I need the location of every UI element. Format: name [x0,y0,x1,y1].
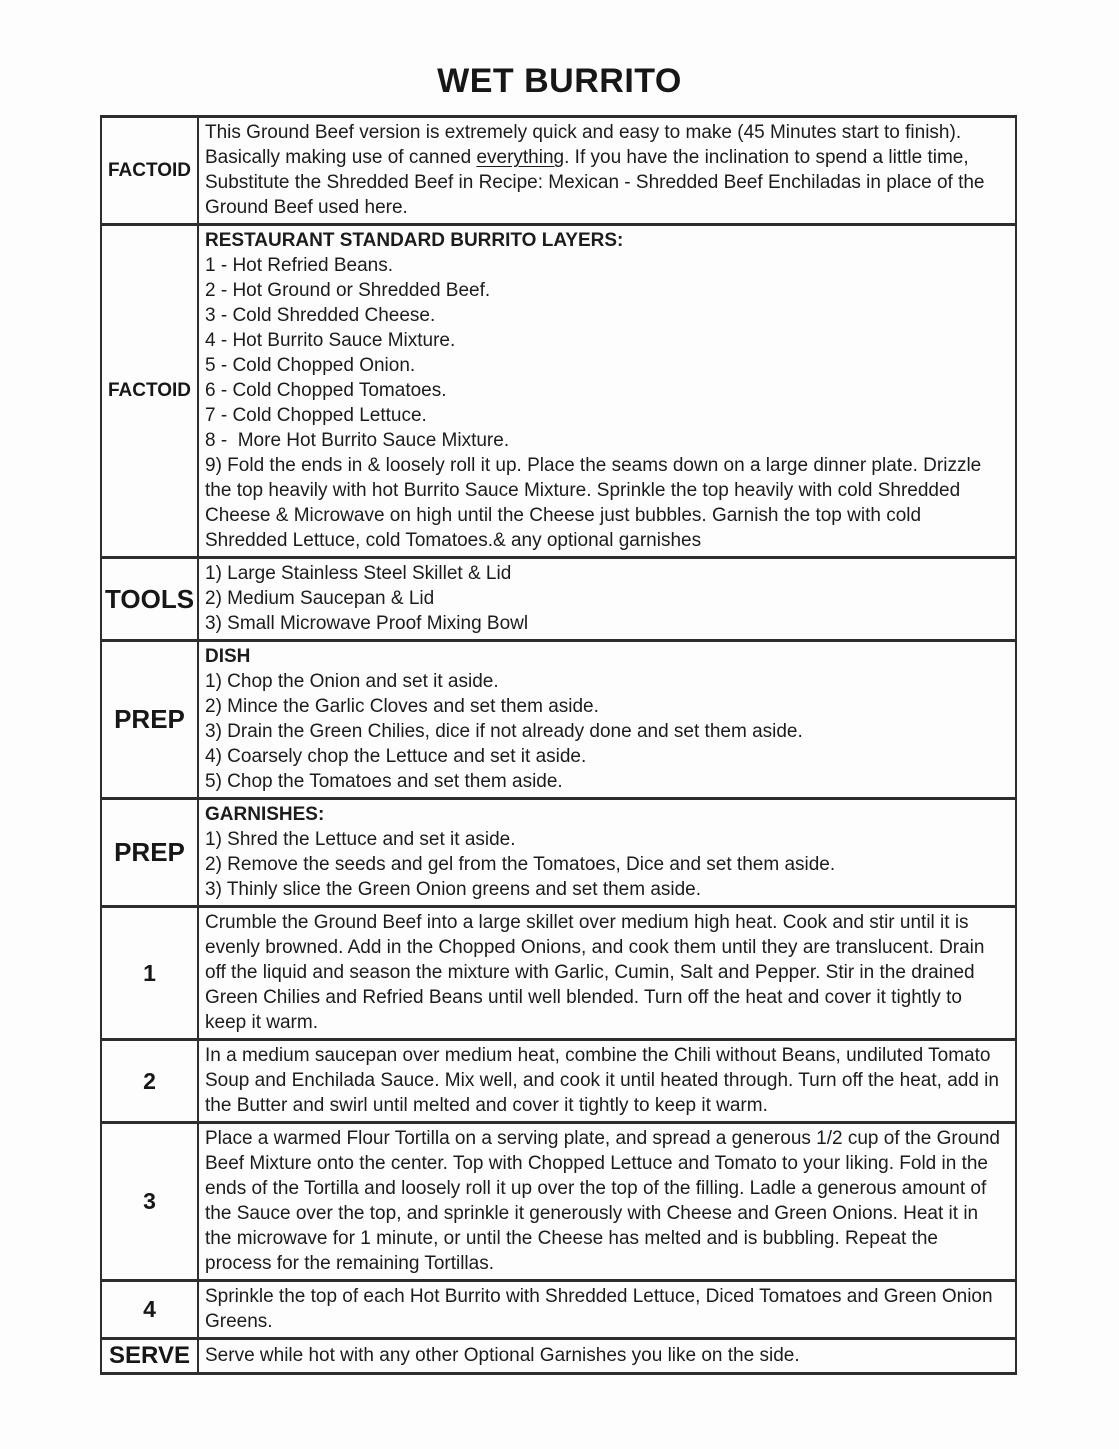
table-row-step-3 [101,1123,1016,1281]
factoid-1-text-pre: This Ground Beef version is extremely quick and easy to make (45 Minutes start to finish). Basically making use of canned [205,122,962,168]
text-line: 1) Large Stainless Steel Skillet & Lid [205,563,512,584]
table-row-step-4 [101,1281,1016,1339]
factoid-1-text-post: . If you have the inclination to spend a little time, Substitute the Shredded Beef in Recipe: Mexican - Shredded Beef Enchiladas in place of the Ground Beef used here. [205,147,985,218]
step-1-content [198,907,1016,1040]
prep-garnishes-list [205,827,1007,902]
text-line: 1 - Hot Refried Beans. [205,255,393,276]
text-line: 3) Small Microwave Proof Mixing Bowl [205,613,529,634]
table-row-factoid-2 [101,225,1016,558]
tools-list [205,561,1007,636]
burrito-layers-list [205,253,1007,453]
prep-dish-list [205,669,1007,794]
table-row-prep-garnishes [101,799,1016,907]
text-line: 2) Mince the Garlic Cloves and set them aside. [205,696,599,717]
step-4-content [198,1281,1016,1339]
text-line: 4 - Hot Burrito Sauce Mixture. [205,330,456,351]
text-line: 1) Chop the Onion and set it aside. [205,671,499,692]
table-row-tools [101,558,1016,641]
factoid-1-content [198,117,1016,225]
row-label-prep-garnishes: PREP [101,799,198,907]
text-line: 2) Remove the seeds and gel from the Tomatoes, Dice and set them aside. [205,854,836,875]
table-row-prep-dish [101,641,1016,799]
row-label-tools: TOOLS [101,558,198,641]
burrito-layers-step9: 9) Fold the ends in & loosely roll it up. Place the seams down on a large dinner plate. Drizzle the top heavily with hot Burrito Sauce Mixture. Sprinkle the top heavily with cold Shredded Cheese & Microwave on high until the Cheese just bubbles. Garnish the top with cold Shredded Lettuce, cold Tomatoes.& any optional garnishes [205,455,982,551]
row-label-step-2: 2 [101,1040,198,1123]
prep-dish-heading: DISH [205,646,251,667]
text-line: 2 - Hot Ground or Shredded Beef. [205,280,491,301]
row-label-step-1: 1 [101,907,198,1040]
step-2-content [198,1040,1016,1123]
factoid-2-content [198,225,1016,558]
text-line: 4) Coarsely chop the Lettuce and set it aside. [205,746,587,767]
text-line: 5) Chop the Tomatoes and set them aside. [205,771,563,792]
row-label-factoid-1: FACTOID [101,117,198,225]
table-row-step-1 [101,907,1016,1040]
text-line: 7 - Cold Chopped Lettuce. [205,405,427,426]
table-row-factoid-1 [101,117,1016,225]
row-label-prep-dish: PREP [101,641,198,799]
factoid-1-text-underlined: everything [476,147,565,168]
row-label-step-3: 3 [101,1123,198,1281]
burrito-layers-heading: RESTAURANT STANDARD BURRITO LAYERS: [205,230,624,251]
text-line: 3) Thinly slice the Green Onion greens and set them aside. [205,879,702,900]
text-line: 3 - Cold Shredded Cheese. [205,305,436,326]
row-label-factoid-2: FACTOID [101,225,198,558]
table-row-step-2 [101,1040,1016,1123]
step-1-text: Crumble the Ground Beef into a large skillet over medium high heat. Cook and stir until it is evenly browned. Add in the Chopped Onions, and cook them until they are translucent. Drain off the liquid and season the mixture with Garlic, Cumin, Salt and Pepper. Stir in the drained Green Chilies and Refried Beans until well blended. Turn off the heat and cover it tightly to keep it warm. [205,912,985,1033]
step-3-content [198,1123,1016,1281]
text-line: 1) Shred the Lettuce and set it aside. [205,829,516,850]
row-label-step-4: 4 [101,1281,198,1339]
prep-garnishes-content [198,799,1016,907]
text-line: 2) Medium Saucepan & Lid [205,588,435,609]
serve-text: Serve while hot with any other Optional Garnishes you like on the side. [205,1345,800,1366]
text-line: 8 - More Hot Burrito Sauce Mixture. [205,430,510,451]
prep-dish-content [198,641,1016,799]
step-3-text: Place a warmed Flour Tortilla on a serving plate, and spread a generous 1/2 cup of the Ground Beef Mixture onto the center. Top with Chopped Lettuce and Tomato to your liking. Fold in the ends of the Tortilla and loosely roll it up over the top of the filling. Ladle a generous amount of the Sauce over the top, and sprinkle it generously with Cheese and Green Onions. Heat it in the microwave for 1 minute, or until the Cheese has melted and is bubbling. Repeat the process for the remaining Tortillas. [205,1128,1000,1274]
step-2-text: In a medium saucepan over medium heat, combine the Chili without Beans, undiluted Tomato Soup and Enchilada Sauce. Mix well, and cook it until heated through. Turn off the heat, add in the Butter and swirl until melted and cover it tightly to keep it warm. [205,1045,999,1116]
step-4-text: Sprinkle the top of each Hot Burrito with Shredded Lettuce, Diced Tomatoes and Green Onion Greens. [205,1286,993,1332]
table-row-serve [101,1339,1016,1374]
row-label-serve: SERVE [101,1339,198,1374]
serve-content [198,1339,1016,1374]
text-line: 5 - Cold Chopped Onion. [205,355,416,376]
text-line: 6 - Cold Chopped Tomatoes. [205,380,447,401]
factoid-1-text [205,120,1007,220]
text-line: 3) Drain the Green Chilies, dice if not already done and set them aside. [205,721,803,742]
recipe-table [100,115,1017,1375]
page-title: WET BURRITO [437,62,682,100]
tools-content [198,558,1016,641]
prep-garnishes-heading: GARNISHES: [205,804,325,825]
